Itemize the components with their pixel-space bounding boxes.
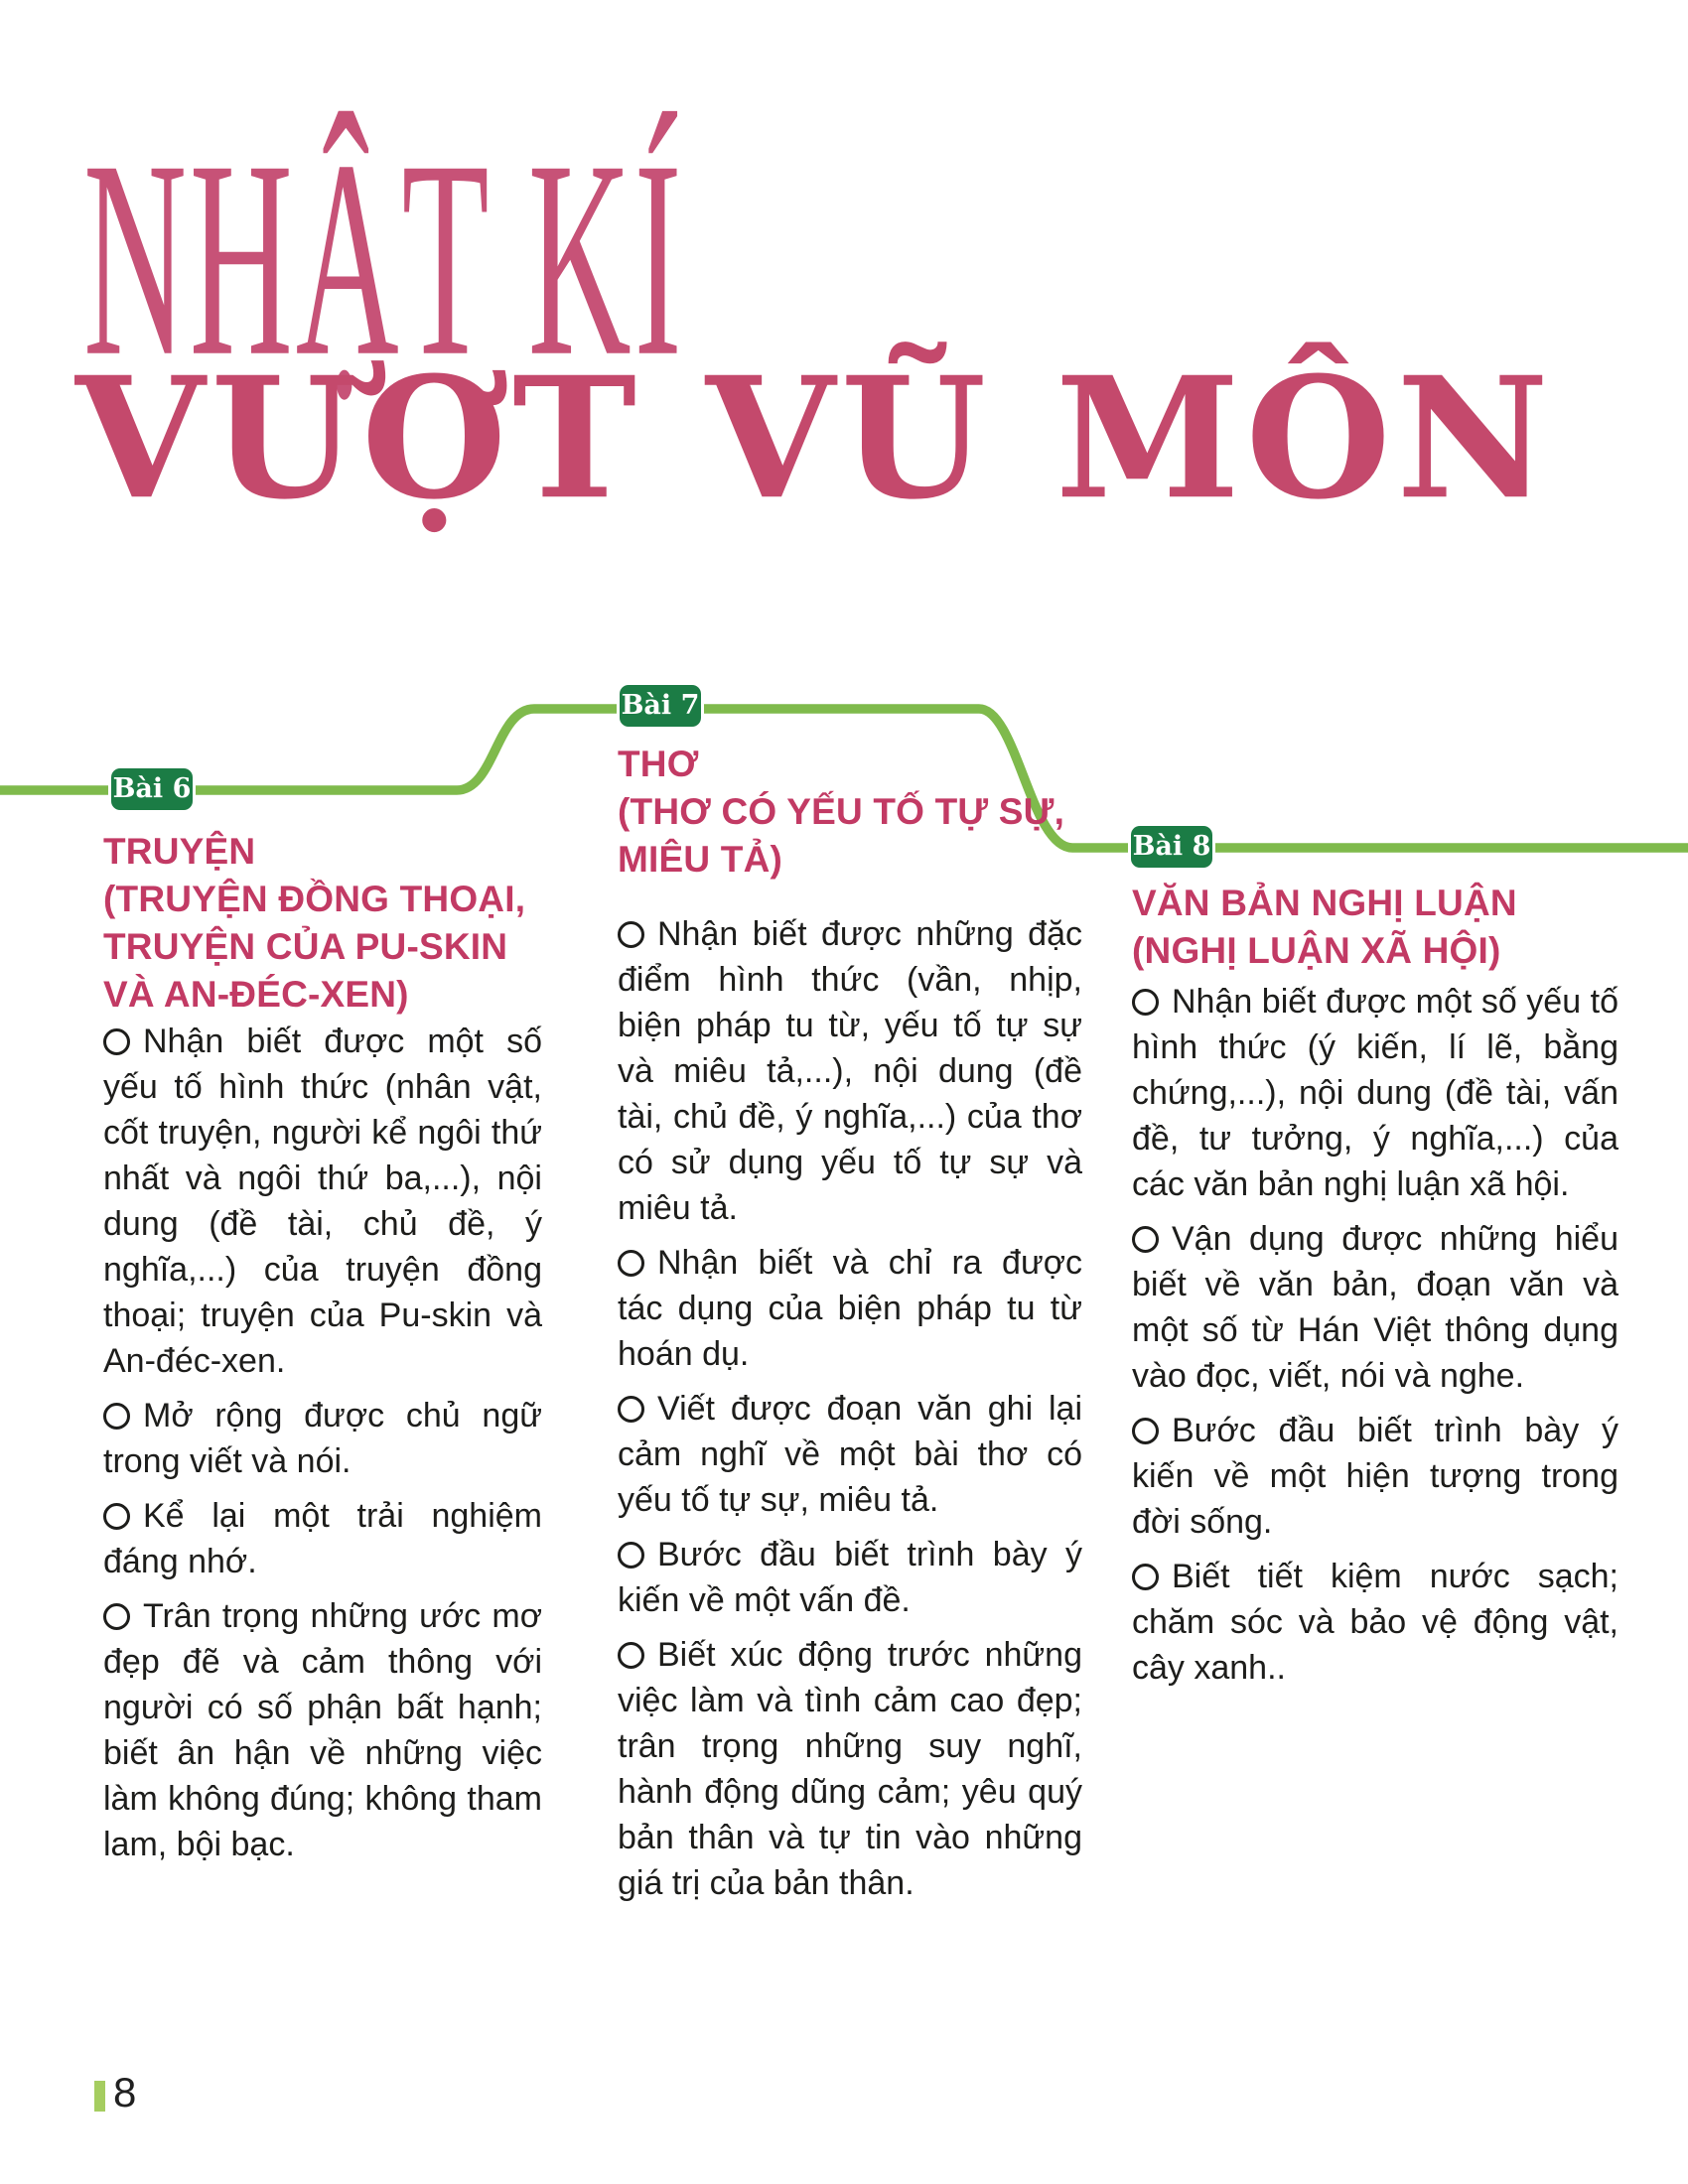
lesson-column-tho (618, 741, 1082, 1915)
heading-line: VĂN BẢN NGHỊ LUẬN (1132, 883, 1517, 923)
lesson-heading (1132, 880, 1618, 975)
objective-item (1132, 979, 1618, 1207)
objective-item (1132, 1554, 1618, 1691)
objective-text: Bước đầu biết trình bày ý kiến về một vấn đề. (618, 1536, 1082, 1619)
objective-item (618, 1532, 1082, 1623)
objective-item (103, 1019, 542, 1384)
heading-line: THƠ (618, 744, 699, 784)
objective-text: Mở rộng được chủ ngữ trong viết và nói. (103, 1397, 542, 1480)
lesson-badge-bai-6: Bài 6 (111, 768, 193, 810)
lesson-column-truyen (103, 828, 542, 1876)
bullet-circle-icon (618, 921, 644, 948)
objective-text: Nhận biết được những đặc điểm hình thức (vần, nhịp, biện pháp tu từ, yếu tố tự sự và miêu tả,...), nội dung (đề tài, chủ đề, ý nghĩa,...) của thơ có sử dụng yếu tố tự sự và miêu tả. (618, 915, 1082, 1227)
bullet-circle-icon (1132, 1226, 1159, 1253)
bullet-circle-icon (618, 1396, 644, 1423)
lesson-objectives (618, 911, 1082, 1906)
objective-text: Nhận biết được một số yếu tố hình thức (ý kiến, lí lẽ, bằng chứng,...), nội dung (đề tài, vấn đề, tư tưởng, ý nghĩa,...) của các văn bản nghị luận xã hội. (1132, 983, 1618, 1203)
lesson-column-van-ban-nghi-luan (1132, 880, 1618, 1700)
objective-text: Bước đầu biết trình bày ý kiến về một hiện tượng trong đời sống. (1132, 1412, 1618, 1541)
bullet-circle-icon (1132, 1564, 1159, 1590)
heading-line: TRUYỆN CỦA PU-SKIN (103, 926, 508, 967)
heading-line: VÀ AN-ĐÉC-XEN) (103, 974, 409, 1015)
objective-text: Vận dụng được những hiểu biết về văn bản, đoạn văn và một số từ Hán Việt thông dụng vào đọc, viết, nói và nghe. (1132, 1220, 1618, 1395)
page-number-bar (94, 2081, 105, 2112)
bullet-circle-icon (103, 1403, 130, 1430)
lesson-badge-bai-8: Bài 8 (1131, 826, 1212, 868)
objective-item (1132, 1216, 1618, 1399)
objective-text: Nhận biết và chỉ ra được tác dụng của biện pháp tu từ hoán dụ. (618, 1244, 1082, 1373)
page-number: 8 (113, 2069, 137, 2116)
objective-item (618, 1240, 1082, 1377)
objective-item (103, 1393, 542, 1484)
lesson-badge-bai-7: Bài 7 (620, 685, 701, 727)
objective-text: Kể lại một trải nghiệm đáng nhớ. (103, 1497, 542, 1580)
lesson-heading (103, 828, 542, 1019)
heading-line: (THƠ CÓ YẾU TỐ TỰ SỰ, (618, 791, 1065, 832)
bullet-circle-icon (103, 1603, 130, 1630)
heading-line: MIÊU TẢ) (618, 839, 783, 880)
objective-text: Biết xúc động trước những việc làm và tình cảm cao đẹp; trân trọng những suy nghĩ, hành động dũng cảm; yêu quý bản thân và tự tin vào những giá trị của bản thân. (618, 1636, 1082, 1902)
bullet-circle-icon (103, 1503, 130, 1530)
objective-item (618, 1632, 1082, 1906)
objective-item (618, 911, 1082, 1231)
heading-line: (TRUYỆN ĐỒNG THOẠI, (103, 879, 526, 919)
bullet-circle-icon (618, 1542, 644, 1569)
lesson-objectives (103, 1019, 542, 1867)
page-title-line-1: NHẬT KÍ (83, 103, 685, 416)
objective-item (618, 1386, 1082, 1523)
lesson-objectives (1132, 979, 1618, 1691)
objective-text: Biết tiết kiệm nước sạch; chăm sóc và bảo vệ động vật, cây xanh.. (1132, 1558, 1618, 1687)
heading-line: (NGHỊ LUẬN XÃ HỘI) (1132, 930, 1501, 971)
lesson-heading (618, 741, 1082, 884)
bullet-circle-icon (1132, 1418, 1159, 1444)
bullet-circle-icon (103, 1028, 130, 1055)
objective-item (103, 1593, 542, 1867)
bullet-circle-icon (1132, 989, 1159, 1016)
bullet-circle-icon (618, 1250, 644, 1277)
objective-text: Viết được đoạn văn ghi lại cảm nghĩ về một bài thơ có yếu tố tự sự, miêu tả. (618, 1390, 1082, 1519)
heading-line: TRUYỆN (103, 831, 256, 872)
bullet-circle-icon (618, 1642, 644, 1669)
page-title-line-2: VƯỢT VŨ MÔN (75, 341, 1555, 537)
objective-item (1132, 1408, 1618, 1545)
objective-item (103, 1493, 542, 1584)
objective-text: Nhận biết được một số yếu tố hình thức (nhân vật, cốt truyện, người kể ngôi thứ nhất và ngôi thứ ba,...), nội dung (đề tài, chủ đề, ý nghĩa,...) của truyện đồng thoại; truyện của Pu-skin và An-đéc-xen. (103, 1023, 542, 1380)
objective-text: Trân trọng những ước mơ đẹp đẽ và cảm thông với người có số phận bất hạnh; biết ân hận về những việc làm không đúng; không tham lam, bội bạc. (103, 1597, 542, 1863)
